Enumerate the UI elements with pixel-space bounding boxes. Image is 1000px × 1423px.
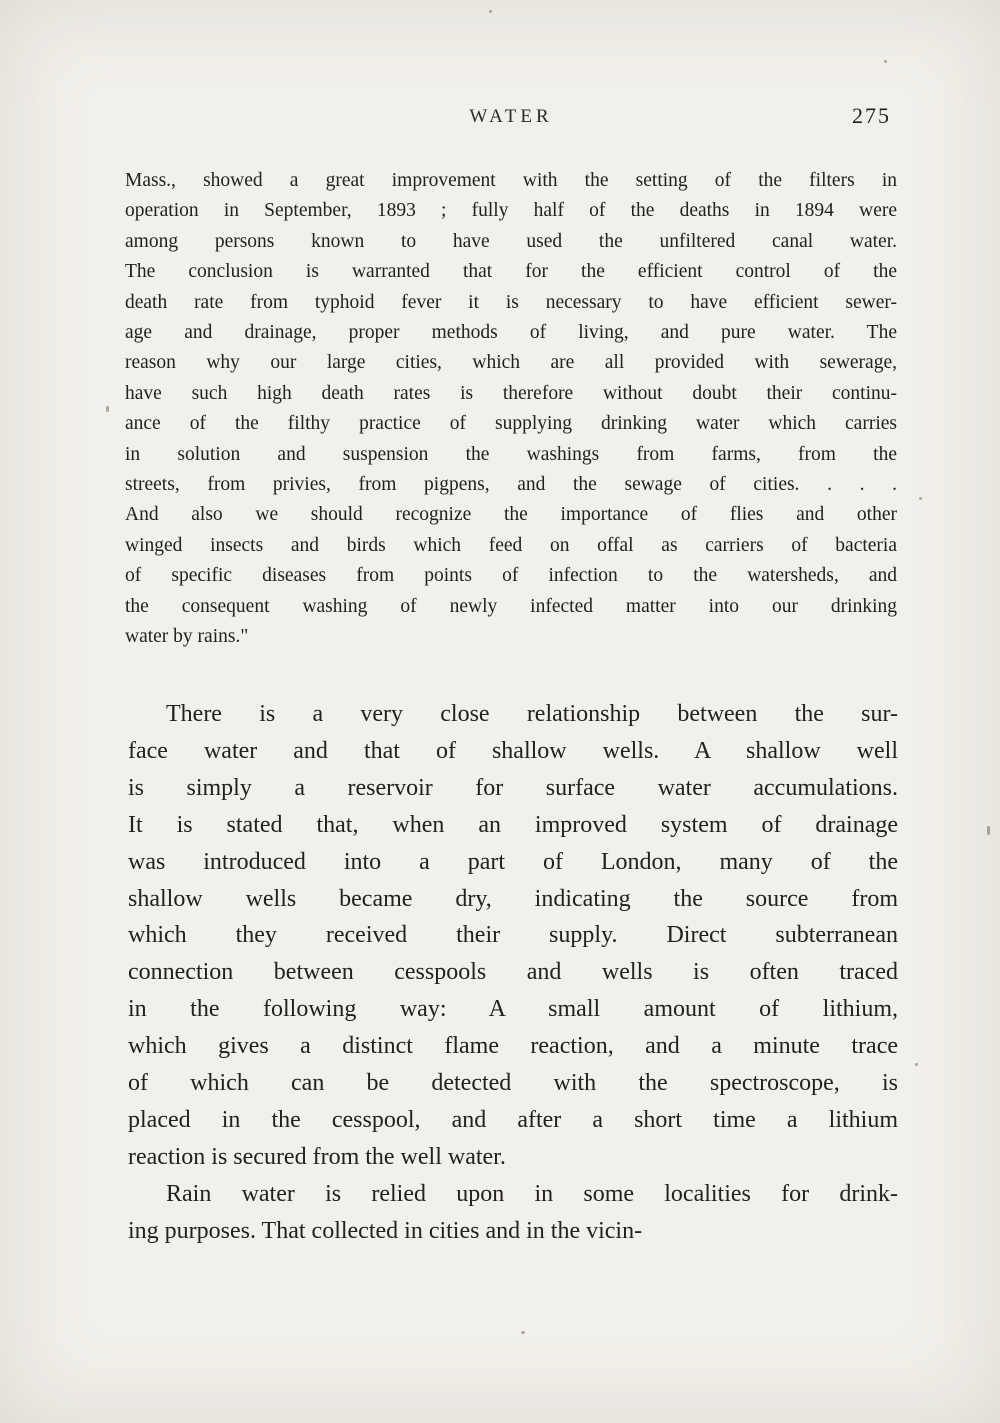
scan-speck <box>884 60 887 63</box>
paragraph-rain-water <box>128 1176 898 1250</box>
text-line: which gives a distinct flame reaction, and a minute trace <box>128 1033 898 1060</box>
scan-speck <box>106 406 109 412</box>
text-line: The conclusion is warranted that for the efficient control of the <box>125 261 897 283</box>
text-line: face water and that of shallow wells. A shallow well <box>128 737 898 764</box>
paragraph-surface-water <box>128 696 898 1176</box>
body-text <box>128 696 898 1250</box>
text-line: ance of the filthy practice of supplying drinking water which carries <box>125 413 897 435</box>
text-line: There is a very close relationship between the sur- <box>166 701 898 727</box>
page-header <box>125 103 897 136</box>
text-line: in solution and suspension the washings from farms, from the <box>125 443 897 465</box>
scan-speck <box>489 10 492 13</box>
text-line: reaction is secured from the well water. <box>128 1143 506 1170</box>
text-line: of which can be detected with the spectroscope, is <box>128 1070 898 1097</box>
text-line: It is stated that, when an improved system of drainage <box>128 811 898 838</box>
scan-speck <box>919 497 922 500</box>
block-quote <box>125 166 897 653</box>
text-line: operation in September, 1893 ; fully half of the deaths in 1894 were <box>125 200 897 222</box>
text-line: of specific diseases from points of infection to the watersheds, and <box>125 565 897 587</box>
text-line: And also we should recognize the importance of flies and other <box>125 504 897 526</box>
scan-speck <box>915 1063 918 1066</box>
text-line: death rate from typhoid fever it is necessary to have efficient sewer- <box>125 291 897 313</box>
scan-speck <box>987 826 990 835</box>
text-line: was introduced into a part of London, many of the <box>128 848 898 875</box>
page-number: 275 <box>852 103 891 128</box>
text-line: shallow wells became dry, indicating the source from <box>128 885 898 912</box>
text-line: winged insects and birds which feed on offal as carriers of bacteria <box>125 534 897 556</box>
text-line: age and drainage, proper methods of living, and pure water. The <box>125 322 897 344</box>
text-line: which they received their supply. Direct subterranean <box>128 922 898 949</box>
scan-speck <box>521 1331 525 1334</box>
text-line: ing purposes. That collected in cities and in the vicin- <box>128 1217 643 1244</box>
text-line: among persons known to have used the unfiltered canal water. <box>125 230 897 252</box>
text-line: Mass., showed a great improvement with the setting of the filters in <box>125 170 897 191</box>
text-line: the consequent washing of newly infected matter into our drinking <box>125 595 897 617</box>
text-line: water by rains." <box>125 626 249 648</box>
text-line: is simply a reservoir for surface water accumulations. <box>128 774 898 801</box>
text-line: streets, from privies, from pigpens, and the sewage of cities. . . . <box>125 474 897 496</box>
text-line: have such high death rates is therefore without doubt their continu- <box>125 382 897 404</box>
text-line: Rain water is relied upon in some localities for drink- <box>166 1180 898 1207</box>
text-line: connection between cesspools and wells is often traced <box>128 959 898 986</box>
running-title: WATER <box>469 106 553 127</box>
text-line: in the following way: A small amount of lithium, <box>128 996 898 1023</box>
text-line: placed in the cesspool, and after a short time a lithium <box>128 1106 898 1133</box>
text-line: reason why our large cities, which are all provided with sewerage, <box>125 352 897 374</box>
